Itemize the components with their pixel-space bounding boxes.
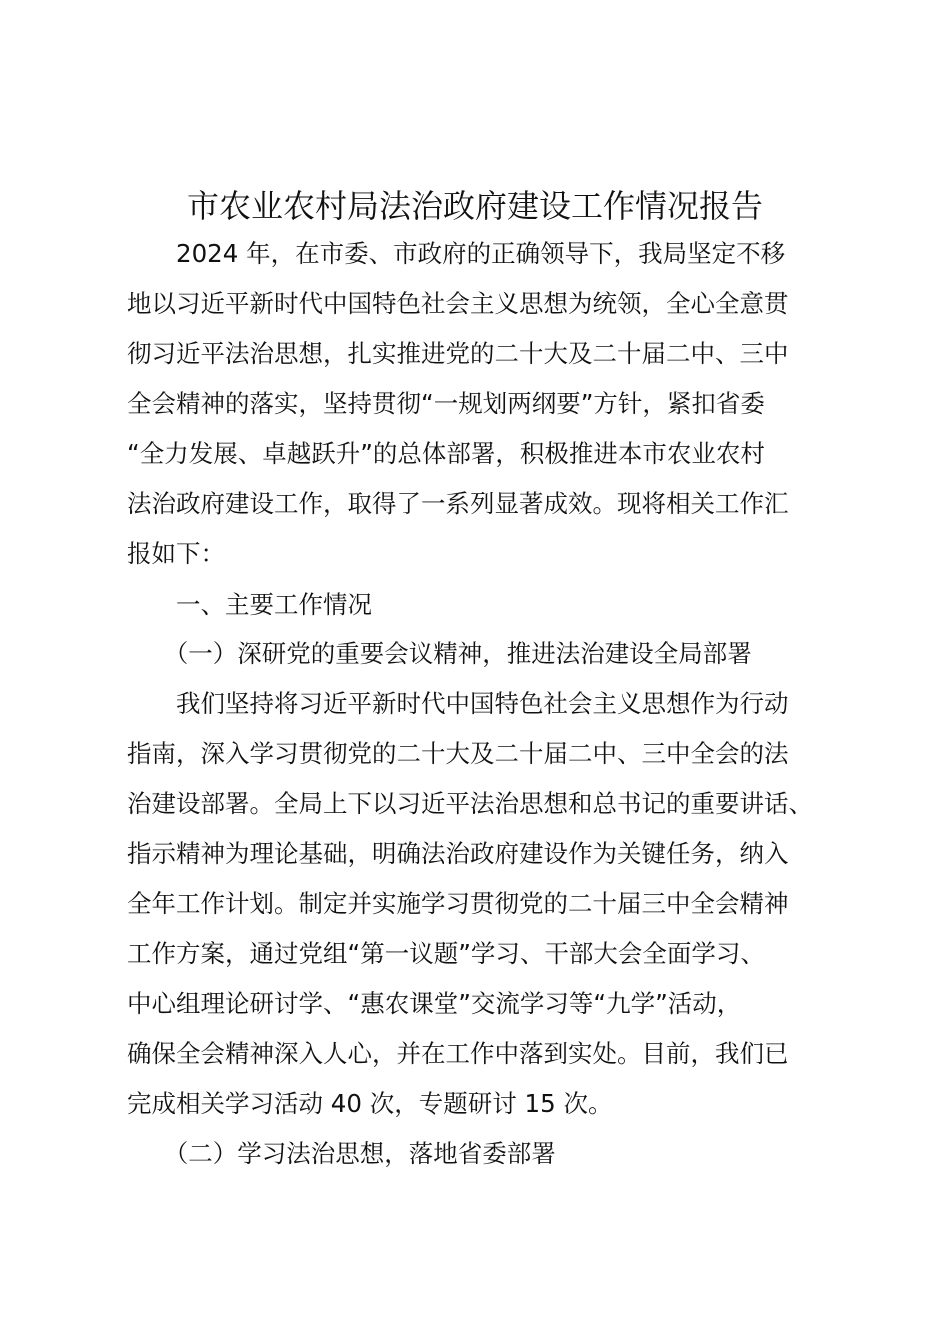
body-line-1: 我们坚持将习近平新时代中国特色社会主义思想作为行动 xyxy=(127,689,789,718)
body-line-5: 全年工作计划。制定并实施学习贯彻党的二十届三中全会精神 xyxy=(127,889,789,918)
body-line-2: 指南，深入学习贯彻党的二十大及二十届二中、三中全会的法 xyxy=(127,739,789,768)
subsection-heading-1: （一）深研党的重要会议精神，推进法治建设全局部署 xyxy=(127,639,752,668)
body-line-7: 中心组理论研讨学、“惠农课堂”交流学习等“九学”活动， xyxy=(127,989,742,1018)
intro-line-1: 2024 年，在市委、市政府的正确领导下，我局坚定不移 xyxy=(127,239,786,268)
intro-line-2: 地以习近平新时代中国特色社会主义思想为统领，全心全意贯 xyxy=(127,289,789,318)
body-line-3: 治建设部署。全局上下以习近平法治思想和总书记的重要讲话、 xyxy=(127,789,813,818)
intro-line-5: “全力发展、卓越跃升”的总体部署，积极推进本市农业农村 xyxy=(127,439,765,468)
intro-line-6: 法治政府建设工作，取得了一系列显著成效。现将相关工作汇 xyxy=(127,489,789,518)
section-heading-1: 一、主要工作情况 xyxy=(127,590,372,619)
intro-line-3: 彻习近平法治思想，扎实推进党的二十大及二十届二中、三中 xyxy=(127,339,789,368)
intro-line-4: 全会精神的落实，坚持贯彻“一规划两纲要”方针，紧扣省委 xyxy=(127,389,765,418)
body-line-6: 工作方案，通过党组“第一议题”学习、干部大会全面学习、 xyxy=(127,939,765,968)
body-line-4: 指示精神为理论基础，明确法治政府建设作为关键任务，纳入 xyxy=(127,839,789,868)
document-title: 市农业农村局法治政府建设工作情况报告 xyxy=(186,187,763,225)
intro-line-7: 报如下： xyxy=(127,539,225,568)
body-line-9: 完成相关学习活动 40 次，专题研讨 15 次。 xyxy=(127,1089,613,1118)
subsection-heading-2: （二）学习法治思想，落地省委部署 xyxy=(127,1139,556,1168)
body-line-8: 确保全会精神深入人心，并在工作中落到实处。目前，我们已 xyxy=(127,1039,789,1068)
